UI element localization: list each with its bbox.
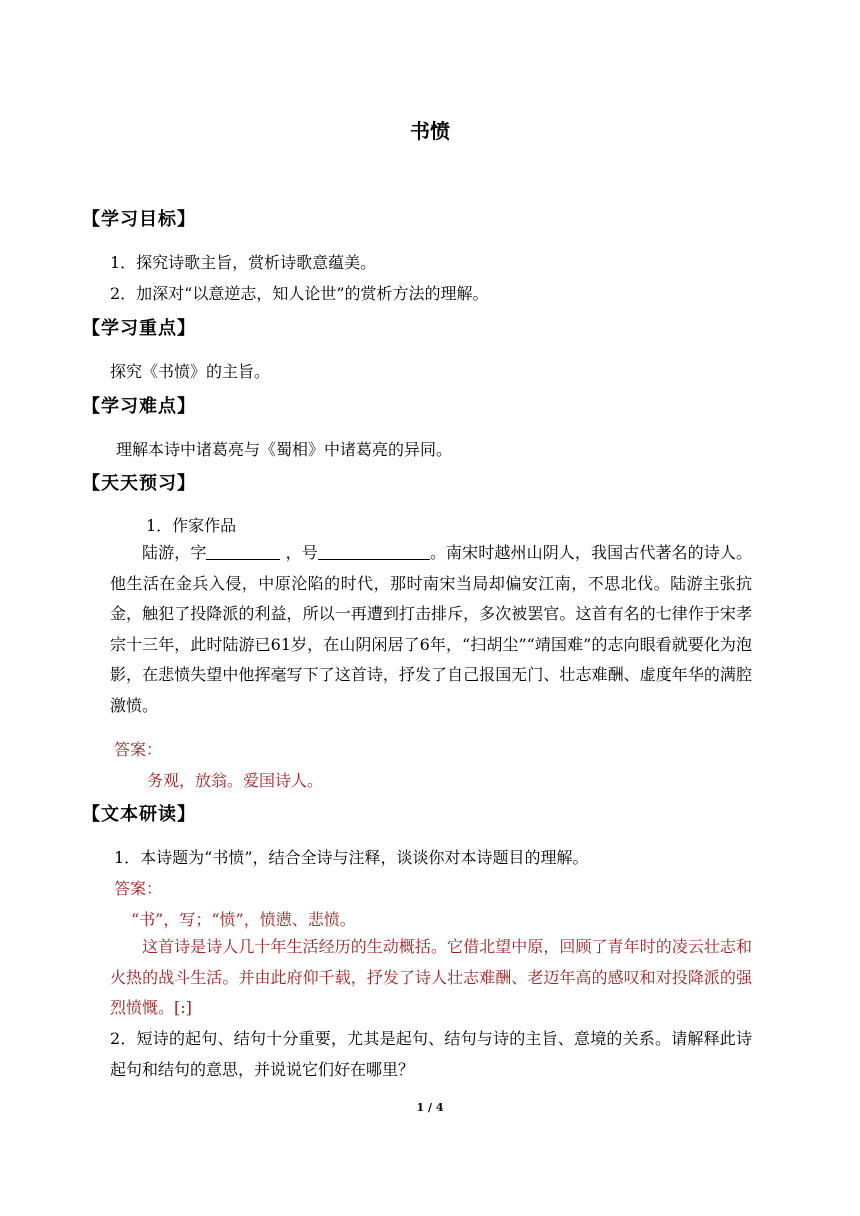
author-text-mid: ，号 xyxy=(280,543,318,562)
page-title: 书愤 xyxy=(410,119,450,143)
reading-answer-label: 答案： xyxy=(114,879,163,898)
answer-1-paragraph: 这首诗是诗人几十年生活经历的生动概括。它借北望中原，回顾了青年时的凌云壮志和火热的战斗生活。并由此府仰千载，抒发了诗人壮志难酬、老迈年高的感叹和对投降派的强烈愤慨。[:] xyxy=(110,937,752,1018)
focus-text: 探究《书愤》的主旨。 xyxy=(110,362,271,381)
preview-answer: 务观，放翁。爱国诗人。 xyxy=(147,771,324,790)
author-text-rest: 。南宋时越州山阴人，我国古代著名的诗人。他生活在金兵入侵，中原沦陷的时代，那时南宋当局却偏安江南，不思北伐。陆游主张抗金，触犯了投降派的利益，所以一再遭到打击排斥，多次被罢官。这首有名的七律作于宋孝宗十三年，此时陆游已61岁，在山阴闲居了6年，“扫胡尘”“靖国难”的志向眼看就要化为泡影，在悲愤失望中他挥毫写下了这首诗，抒发了自己报国无门、壮志难酬、虚度年华的满腔激愤。 xyxy=(110,543,752,715)
blank-pseudonym xyxy=(318,543,430,560)
heading-learning-difficulty: 【学习难点】 xyxy=(82,396,196,417)
author-text-start: 陆游，字 xyxy=(142,543,207,562)
question-1: 1．本诗题为“书愤”，结合全诗与注释，谈谈你对本诗题目的理解。 xyxy=(114,848,589,867)
heading-text-study: 【文本研读】 xyxy=(82,804,196,825)
difficulty-text: 理解本诗中诸葛亮与《蜀相》中诸葛亮的异同。 xyxy=(116,440,453,459)
question-2: 2．短诗的起句、结句十分重要，尤其是起句、结句与诗的主旨、意境的关系。请解释此诗起句和结句的意思，并说说它们好在哪里？ xyxy=(110,1029,752,1079)
heading-daily-preview: 【天天预习】 xyxy=(82,473,196,494)
preview-subheading: 1．作家作品 xyxy=(146,516,237,535)
preview-answer-label: 答案： xyxy=(114,740,163,759)
heading-learning-focus: 【学习重点】 xyxy=(82,318,196,339)
page-number: 1 / 4 xyxy=(416,1101,444,1114)
heading-learning-goals: 【学习目标】 xyxy=(82,209,196,230)
blank-courtesy-name xyxy=(206,543,280,560)
goal-item-2: 2．加深对“以意逆志，知人论世”的赏析方法的理解。 xyxy=(110,284,489,303)
goal-item-1: 1．探究诗歌主旨，赏析诗歌意蕴美。 xyxy=(110,253,377,272)
answer-1-line-1: “书”，写；“愤”，愤懑、悲愤。 xyxy=(131,910,356,929)
author-paragraph xyxy=(110,538,752,722)
